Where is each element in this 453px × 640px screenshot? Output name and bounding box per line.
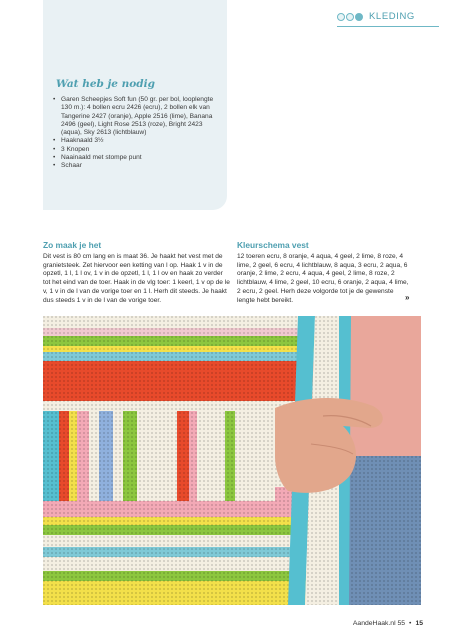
materials-box <box>43 0 227 210</box>
dot-icon <box>346 13 354 21</box>
page-number: 15 <box>415 620 423 627</box>
color-scheme-column <box>237 241 412 306</box>
materials-item: • Naainaald met stompe punt <box>53 154 223 162</box>
dot-icon <box>355 13 363 21</box>
section-header <box>337 11 415 22</box>
color-scheme-title: Kleurschema vest <box>237 240 309 250</box>
header-divider <box>337 26 439 27</box>
footer-bullet: • <box>409 620 412 627</box>
section-dots-icon <box>337 13 363 21</box>
color-scheme-text: 12 toeren ecru, 8 oranje, 4 aqua, 4 geel, 2 lime, 8 roze, 4 lime, 2 geel, 6 ecru, 4 lichtblauw, 8 aqua, 3 ecru, 2 aqua, 6 oranje, 2 lime, 2 ecru, 4 aqua, 4 geel, 2 lime, 8 roze, 2 lichtblauw, 4 lime, 2 geel, 10 ecru, 6 oranje, 2 aqua, 4 lime, 2 ecru, 2 geel. Herh deze volgorde tot je de gewenste lengte hebt bereikt. <box>237 252 409 304</box>
materials-item: • Schaar <box>53 162 223 170</box>
materials-title: Wat heb je nodig <box>56 78 155 90</box>
page-footer <box>353 620 423 627</box>
section-title: KLEDING <box>369 11 415 22</box>
instructions-text: Dit vest is 80 cm lang en is maat 36. Je haakt het vest met de granietsteek. Zet hiervoor een ketting van l op. Haak 1 v in de opzetl, 1 l, 1 l ov, 1 v in de opzetl, 1 l, 1 l ov en haak zo verder tot het eind van de toer. Haak in de vlg toer: 1 keerl, 1 v op de le v, 1 v in de l van de vorige toer en 1 l. Herh dit steeds. Je haakt dus steeds 1 v in de l van de vorige toer. <box>43 252 230 304</box>
materials-item: • Haaknaald 3½ <box>53 137 223 145</box>
footer-site: AandeHaak.nl 55 <box>352 620 406 627</box>
instructions-column <box>43 241 230 306</box>
materials-item: • Garen Scheepjes Soft fun (50 gr. per bol, looplengte 130 m.): 4 bollen ecru 2426 (ecru), 2 bollen elk van Tangerine 2427 (oranje), Apple 2516 (lime), Banana 2496 (geel), Light Rose 2513 (roze), Bright 2423 (aqua), Sky 2613 (lichtblauw) <box>53 96 223 137</box>
continue-arrow-icon: » <box>405 293 410 302</box>
crochet-cardigan-image <box>43 316 421 605</box>
instructions-title: Zo maak je het <box>43 240 102 250</box>
dot-icon <box>337 13 345 21</box>
materials-item: • 3 Knopen <box>53 146 223 154</box>
materials-list <box>53 96 223 171</box>
cardigan-photo <box>43 316 421 605</box>
